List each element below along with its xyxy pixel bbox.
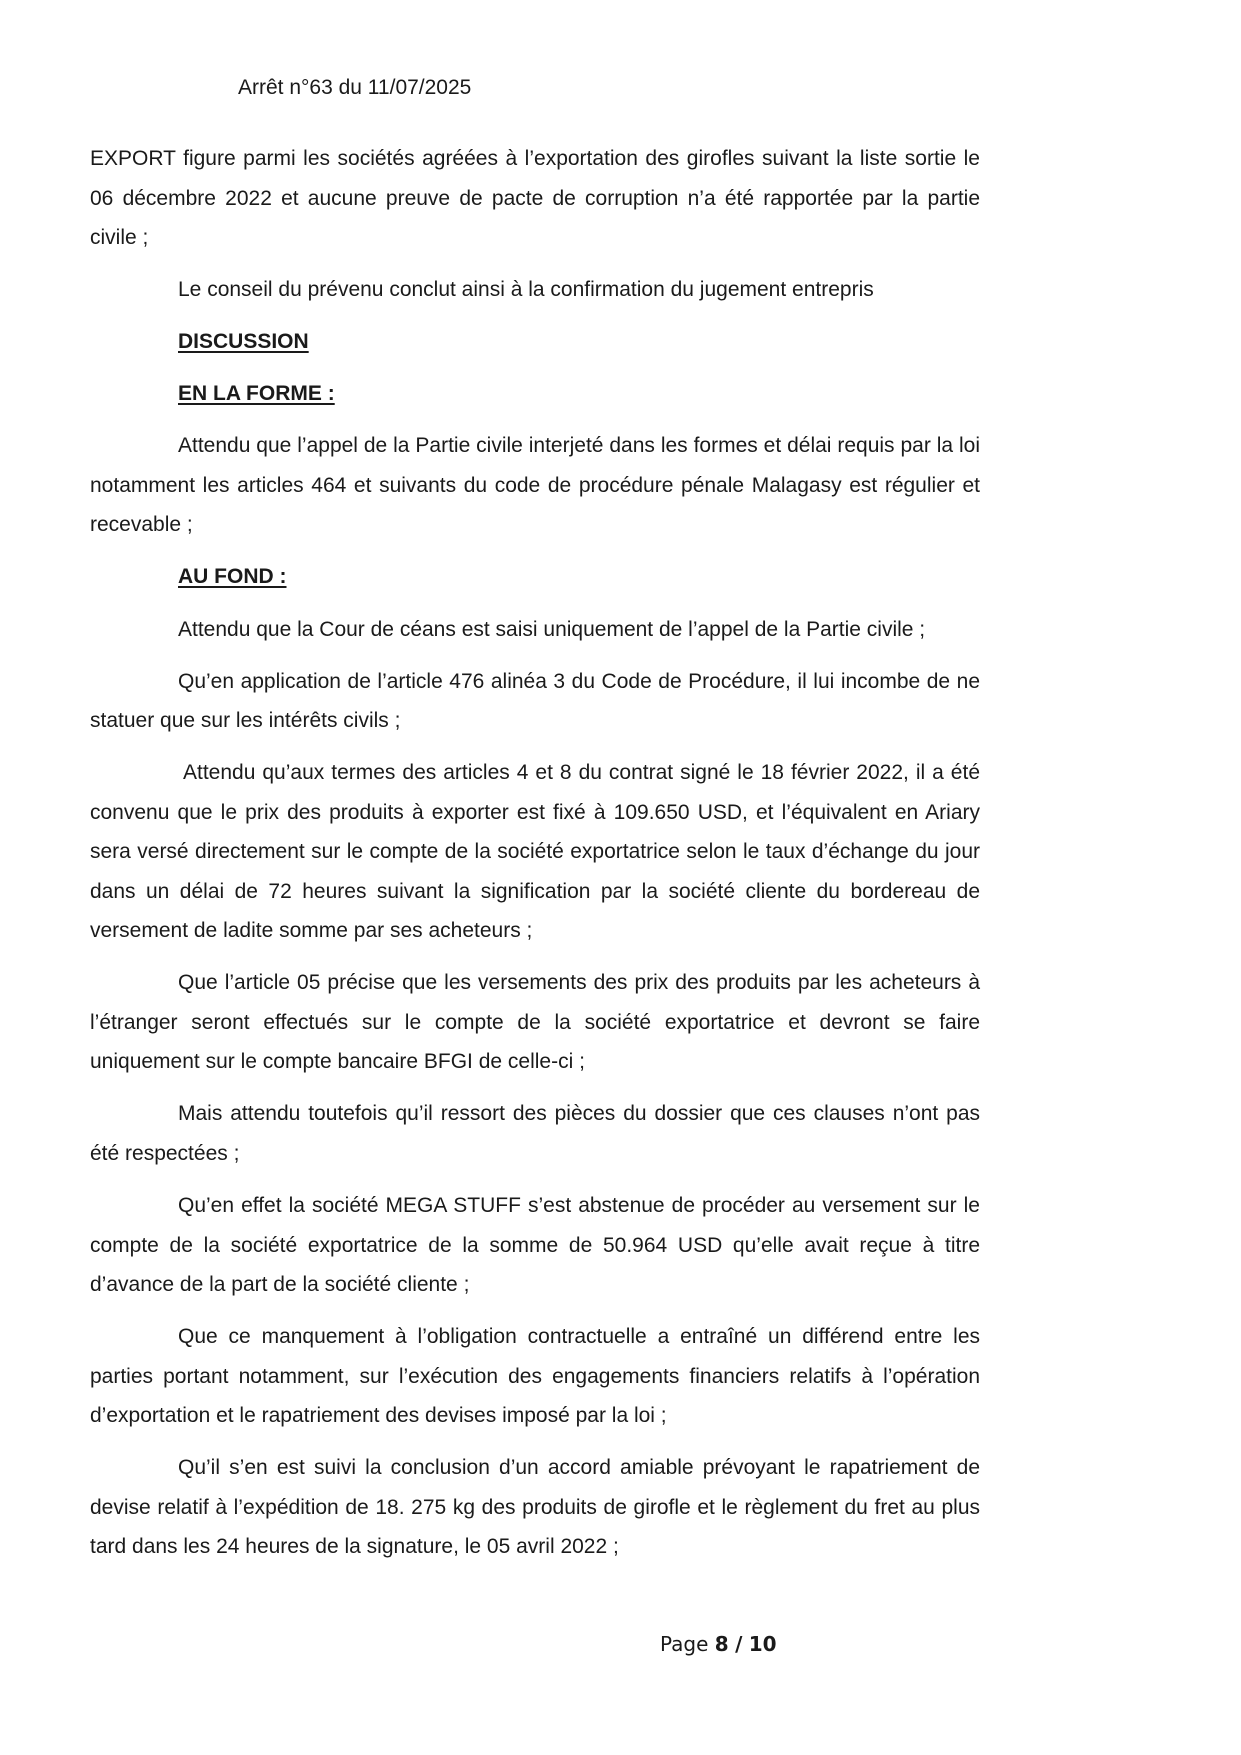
paragraph-appel-recevable: Attendu que l’appel de la Partie civile interjeté dans les formes et délai requis par la loi notamment les articles 464 et suivants du code de procédure pénale Malagasy est régulier et recevable ; bbox=[90, 434, 980, 537]
paragraph-accord-amiable: Qu’il s’en est suivi la conclusion d’un accord amiable prévoyant le rapatriement de devise relatif à l’expédition de 18. 275 kg des produits de girofle et le règlement du fret au plus tard dans les 24 heures de la signature, le 05 avril 2022 ; bbox=[90, 1456, 980, 1559]
current-page: 8 bbox=[714, 1632, 729, 1656]
paragraph-clauses-non-respectees: Mais attendu toutefois qu’il ressort des pièces du dossier que ces clauses n’ont pas été respectées ; bbox=[90, 1102, 980, 1165]
heading-en-la-forme: EN LA FORME : bbox=[178, 382, 335, 406]
heading-au-fond: AU FOND : bbox=[178, 565, 287, 589]
paragraph-article-476: Qu’en application de l’article 476 alinéa 3 du Code de Procédure, il lui incombe de ne statuer que sur les intérêts civils ; bbox=[90, 669, 980, 733]
document-body bbox=[90, 139, 980, 1579]
paragraph-manquement: Que ce manquement à l’obligation contractuelle a entraîné un différend entre les parties portant notamment, sur l’exécution des engagements financiers relatifs à l’opération d’exportation et le rapatriement des devises imposé par la loi ; bbox=[90, 1325, 980, 1428]
paragraph-contrat-articles: Attendu qu’aux termes des articles 4 et 8 du contrat signé le 18 février 2022, il a été convenu que le prix des produits à exporter est fixé à 109.650 USD, et l’équivalent en Ariary sera versé directement sur le compte de la société exportatrice selon le taux d’échange du jour dans un délai de 72 heures suivant la signification par la société cliente du bordereau de versement de ladite somme par ses acheteurs ; bbox=[90, 761, 980, 943]
paragraph-cour-saisie: Attendu que la Cour de céans est saisi uniquement de l’appel de la Partie civile ; bbox=[178, 617, 926, 641]
page-label: Page bbox=[660, 1632, 709, 1656]
paragraph-conseil-conclusion: Le conseil du prévenu conclut ainsi à la confirmation du jugement entrepris bbox=[178, 278, 874, 302]
heading-discussion: DISCUSSION bbox=[178, 330, 309, 354]
paragraph-export-list: EXPORT figure parmi les sociétés agréées à l’exportation des girofles suivant la liste sortie le 06 décembre 2022 et aucune preuve de pacte de corruption n’a été rapportée par la partie civile ; bbox=[90, 147, 980, 249]
total-pages: 10 bbox=[748, 1632, 777, 1656]
paragraph-mega-stuff: Qu’en effet la société MEGA STUFF s’est abstenue de procéder au versement sur le compte de la société exportatrice de la somme de 50.964 USD qu’elle avait reçue à titre d’avance de la part de la société cliente ; bbox=[90, 1194, 980, 1297]
page-separator: / bbox=[735, 1632, 743, 1656]
decision-reference: Arrêt n°63 du 11/07/2025 bbox=[238, 76, 472, 99]
page-number bbox=[660, 1630, 777, 1658]
paragraph-article-05: Que l’article 05 précise que les versements des prix des produits par les acheteurs à l’étranger seront effectués sur le compte de la société exportatrice et devront se faire uniquement sur le compte bancaire BFGI de celle-ci ; bbox=[90, 971, 980, 1074]
